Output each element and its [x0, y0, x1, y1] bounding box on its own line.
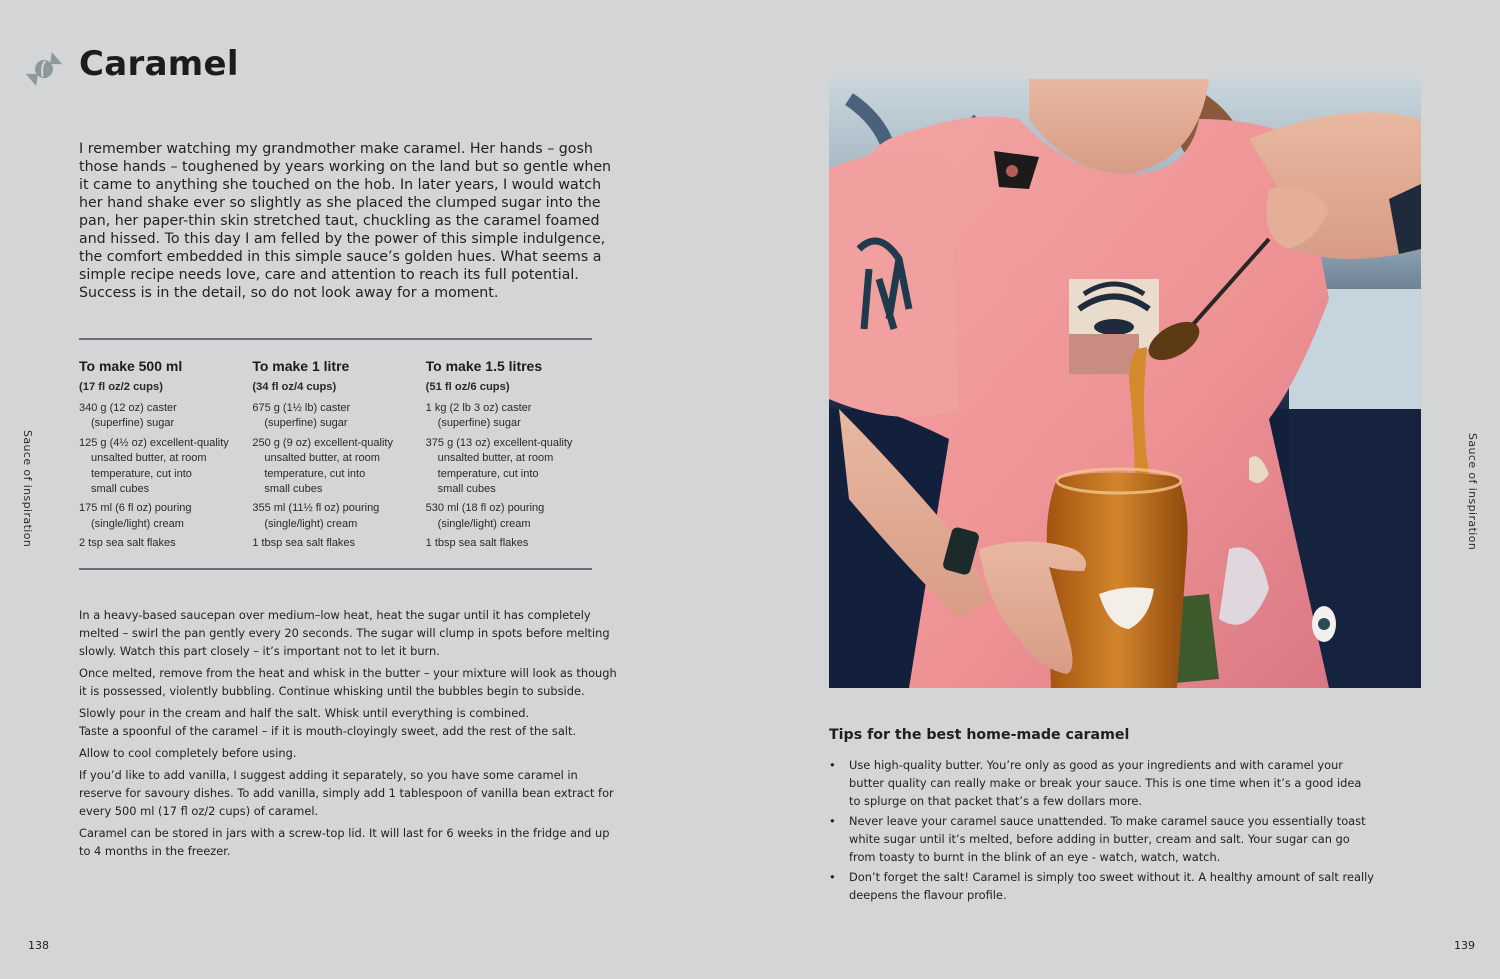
ingredient-line: 530 ml (18 fl oz) pouring [425, 502, 545, 515]
tips-heading: Tips for the best home-made caramel [829, 727, 1130, 743]
tip-item [829, 812, 1374, 866]
photo-illustration [829, 79, 1421, 688]
ingredient-salt [79, 536, 252, 551]
tip-text: Use high-quality butter. You’re only as good as your ingredients and with caramel your butter quality can really make or break your sauce. This is one time when it’s a good idea to splurge on that packet that’s a few dollars more. [849, 758, 1362, 808]
yield-subheading: (34 fl oz/4 cups) [252, 381, 337, 393]
yields-table [79, 356, 599, 556]
ingredient-sugar [426, 401, 599, 432]
ingredient-line: 250 g (9 oz) excellent-quality [252, 436, 393, 449]
candy-icon [26, 51, 62, 87]
ingredient-line: 340 g (12 oz) caster [79, 402, 177, 414]
yield-column-1-litre [252, 356, 425, 556]
ingredient-line: 1 tbsp sea salt flakes [425, 537, 529, 550]
ingredient-line: temperature, cut into [264, 467, 366, 480]
tip-item [829, 868, 1374, 904]
method-step: Taste a spoonful of the caramel – if it is mouth-cloyingly sweet, add the rest of the salt. [79, 724, 577, 738]
tip-text: Don’t forget the salt! Caramel is simply too sweet without it. A healthy amount of salt really deepens the flavour profile. [849, 870, 1375, 902]
divider-bottom [79, 568, 592, 570]
ingredient-line: 675 g (1½ lb) caster [252, 402, 351, 414]
right-page [750, 0, 1500, 979]
bullet-icon: • [829, 758, 836, 772]
ingredient-line: small cubes [264, 483, 323, 496]
yield-column-1-5-litres [426, 356, 599, 556]
ingredient-line: 175 ml (6 fl oz) pouring [79, 502, 192, 515]
ingredient-salt [426, 536, 599, 551]
ingredient-line: small cubes [91, 483, 150, 496]
ingredient-sugar [252, 401, 425, 432]
ingredient-line: 2 tsp sea salt flakes [79, 537, 176, 550]
method-step: If you’d like to add vanilla, I suggest adding it separately, so you have some caramel in reserve for savoury dishes. To add vanilla, simply add 1 tablespoon of vanilla bean extract for every 500 ml (17 fl oz/2 cups) of caramel. [79, 768, 614, 818]
yield-heading: To make 500 ml [79, 358, 183, 374]
ingredient-cream [426, 501, 599, 532]
recipe-title: Caramel [79, 44, 239, 84]
running-head: Sauce of inspiration [1466, 433, 1479, 551]
ingredient-line: temperature, cut into [91, 467, 192, 480]
method-step: Slowly pour in the cream and half the salt. Whisk until everything is combined. [79, 706, 530, 720]
yield-subheading: (51 fl oz/6 cups) [425, 381, 510, 393]
running-head: Sauce of inspiration [21, 430, 34, 548]
page-number: 138 [28, 939, 49, 952]
ingredient-line: (single/light) cream [91, 517, 184, 530]
method-steps [79, 606, 624, 864]
ingredient-line: (superfine) sugar [437, 417, 521, 430]
ingredient-line: 355 ml (11½ fl oz) pouring [252, 502, 380, 515]
ingredient-line: 125 g (4½ oz) excellent-quality [79, 436, 229, 449]
ingredient-line: small cubes [437, 483, 496, 496]
ingredient-butter [252, 436, 425, 498]
tips-list [829, 756, 1374, 906]
ingredient-line: (single/light) cream [264, 517, 358, 530]
ingredient-line: (single/light) cream [437, 517, 531, 530]
method-step: Once melted, remove from the heat and whisk in the butter – your mixture will look as though it is possessed, violently bubbling. Continue whisking until the bubbles begin to subside. [79, 666, 617, 698]
method-step: Caramel can be stored in jars with a screw-top lid. It will last for 6 weeks in the fridge and up to 4 months in the freezer. [79, 826, 610, 858]
yield-subheading: (17 fl oz/2 cups) [79, 381, 163, 393]
bullet-icon: • [829, 870, 836, 884]
divider-top [79, 338, 592, 340]
bullet-icon: • [829, 814, 836, 828]
yield-heading: To make 1 litre [252, 358, 350, 374]
ingredient-line: unsalted butter, at room [437, 452, 554, 465]
ingredient-sugar [79, 401, 252, 432]
ingredient-line: unsalted butter, at room [91, 452, 207, 465]
ingredient-line: (superfine) sugar [91, 417, 175, 430]
intro-paragraph: I remember watching my grandmother make caramel. Her hands – gosh those hands – toughened by years working on the land but so gentle when it came to anything she touched on the hob. In later years, I would watch her hand shake ever so slightly as she placed the clumped sugar into the pan, her paper-thin skin stretched taut, chuckling as the caramel foamed and hissed. To this day I am felled by the power of this simple indulgence, the comfort embedded in this simple sauce’s golden hues. What seems a simple recipe needs love, care and attention to reach its full potential. Success is in the detail, so do not look away for a moment. [79, 141, 612, 301]
yield-column-500ml [79, 356, 252, 556]
tip-item [829, 756, 1374, 810]
ingredient-line: 1 kg (2 lb 3 oz) caster [425, 402, 532, 414]
caramel-photo [829, 79, 1421, 688]
method-step: In a heavy-based saucepan over medium–low heat, heat the sugar until it has completely melted – swirl the pan gently every 20 seconds. The sugar will clump in spots before melting slowly. Watch this part closely – it’s important not to let it burn. [79, 608, 610, 658]
ingredient-butter [426, 436, 599, 498]
ingredient-line: 375 g (13 oz) excellent-quality [425, 436, 573, 449]
ingredient-line: (superfine) sugar [264, 417, 348, 430]
ingredient-line: temperature, cut into [437, 467, 539, 480]
page-number: 139 [1454, 939, 1475, 952]
tip-text: Never leave your caramel sauce unattended. To make caramel sauce you essentially toast white sugar until it’s melted, before adding in butter, cream and salt. Your sugar can go from toasty to burnt in the blink of an eye - watch, watch, watch. [849, 814, 1366, 864]
ingredient-cream [252, 501, 425, 532]
ingredient-butter [79, 436, 252, 498]
ingredient-line: 1 tbsp sea salt flakes [252, 537, 356, 550]
yield-heading: To make 1.5 litres [425, 358, 543, 374]
method-step: Allow to cool completely before using. [79, 746, 297, 760]
ingredient-cream [79, 501, 252, 532]
ingredient-line: unsalted butter, at room [264, 452, 380, 465]
ingredient-salt [252, 536, 425, 551]
